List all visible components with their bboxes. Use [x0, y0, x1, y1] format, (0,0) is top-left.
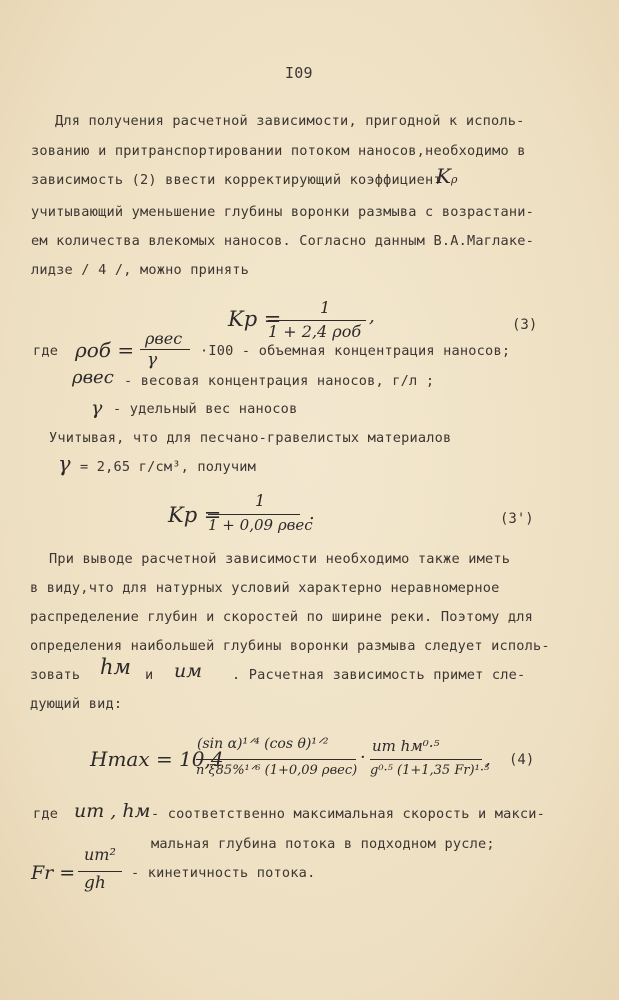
para1-line4: учитывающий уменьшение глубины воронки размыва с возрастани- [31, 204, 535, 220]
rho-ob-description: ·I00 - объемная концентрация наносов; [200, 343, 511, 359]
eq4-fraction-bar-1 [196, 759, 356, 760]
eq3-number: (3) [512, 317, 538, 333]
para1-line6: лидзе / 4 /, можно принять [31, 262, 249, 278]
gamma-symbol-1: γ [91, 397, 103, 419]
para3-line1: При выводе расчетной зависимости необходимо также иметь [49, 551, 511, 567]
para3-line2: в виду,что для натурных условий характерно неравномерное [30, 580, 500, 596]
para1-line2: зованию и притранспортировании потоком наносов,необходимо в [31, 143, 526, 159]
para3-line6: дующий вид: [30, 696, 123, 712]
um-hm-symbols: um , hм [74, 800, 151, 822]
rho-ob-lhs: ρоб = [75, 338, 135, 362]
kp-symbol-inline: Kρ [436, 164, 458, 188]
where-label-1: где [33, 343, 59, 359]
page-number: I09 [285, 64, 313, 82]
fr-numerator: um² [84, 845, 116, 864]
eq3p-numerator: 1 [255, 491, 266, 510]
eq4-dot: · [360, 747, 366, 768]
para2-line2: = 2,65 г/см³, получим [80, 459, 257, 475]
fr-description: - кинетичность потока. [131, 865, 316, 881]
eq3p-lhs: Kр = [168, 503, 222, 527]
fr-fraction-bar [78, 871, 122, 872]
eq3-fraction-bar [268, 320, 366, 321]
definitions2-line2: мальная глубина потока в подходном русле; [151, 836, 495, 852]
para1-line5: ем количества влекомых наносов. Согласно данным В.А.Маглаке- [31, 233, 535, 249]
eq3p-fraction-bar [208, 514, 300, 515]
eq3-comma: , [369, 306, 375, 327]
para2-line1: Учитывая, что для песчано-гравелистых материалов [49, 430, 452, 446]
h-m-symbol: hм [100, 655, 131, 679]
eq4-number: (4) [509, 752, 535, 768]
u-m-symbol: uм [174, 660, 202, 682]
para3-line5a: зовать [30, 667, 81, 683]
eq3p-dot: . [309, 503, 315, 524]
fr-denominator: gh [84, 873, 106, 893]
para1-line1: Для получения расчетной зависимости, пригодной к исполь- [55, 113, 525, 129]
para3-line3: распределение глубин и скоростей по ширине реки. Поэтому для [30, 609, 534, 625]
para3-and: и [145, 667, 154, 683]
definitions2-line1: - соответственно максимальная скорость и макси- [151, 806, 546, 822]
rho-ves-description: - весовая концентрация наносов, г/л ; [124, 373, 435, 389]
para3-line5b: . Расчетная зависимость примет сле- [232, 667, 526, 683]
eq4-lhs: Hmax = 10,4 [90, 747, 224, 771]
gamma-description: - удельный вес наносов [113, 401, 298, 417]
eq3-numerator: 1 [320, 298, 331, 317]
eq3-lhs: Kр = [228, 307, 282, 331]
eq4-fraction-bar-2 [370, 759, 482, 760]
fr-lhs: Fr = [31, 862, 76, 884]
para3-line4: определения наибольшей глубины воронки размыва следует исполь- [30, 638, 550, 654]
where-label-2: где [33, 806, 59, 822]
rho-ob-numerator: ρвес [145, 329, 183, 348]
eq4-numerator-1: (sin α)¹ᐟ⁴ (cos θ)¹ᐟ² [197, 736, 329, 752]
eq3p-number: (3') [500, 511, 534, 527]
rho-ob-denominator: γ [147, 350, 158, 370]
eq4-denominator-1: n ξ85%¹ᐟ⁶ (1+0,09 ρвес) [196, 763, 358, 778]
eq4-numerator-2: um hм⁰·⁵ [372, 737, 440, 755]
eq3-denominator: 1 + 2,4 ρоб [268, 322, 362, 341]
eq4-comma: , [485, 749, 491, 770]
eq3p-denominator: 1 + 0,09 ρвес [208, 516, 313, 534]
rho-ves-symbol: ρвес [72, 367, 114, 388]
gamma-symbol-2: γ [58, 452, 71, 476]
eq4-denominator-2: g⁰·⁵ (1+1,35 Fr)¹·⁵ [370, 763, 490, 778]
para1-line3: зависимость (2) ввести корректирующий коэффициент [31, 172, 442, 188]
